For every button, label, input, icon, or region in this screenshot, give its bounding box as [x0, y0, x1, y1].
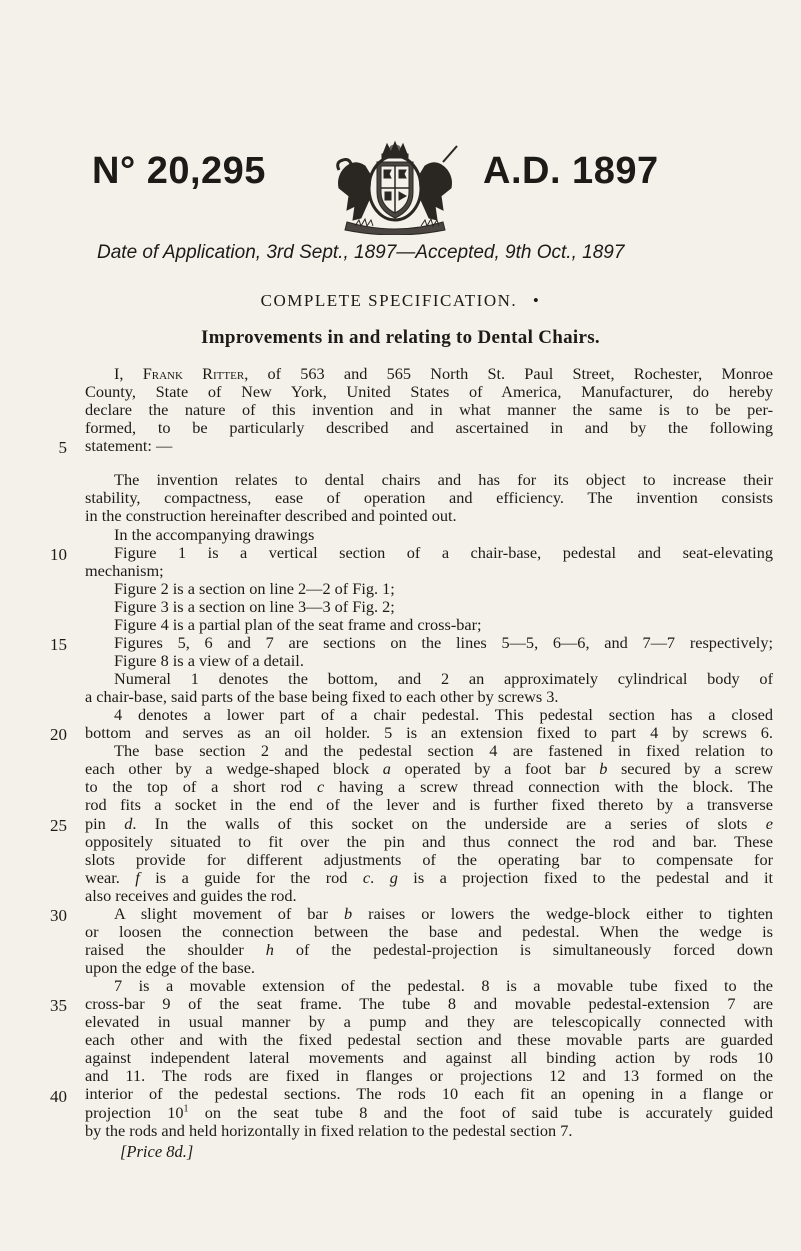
body-line: County, State of New York, United States of America, Manufacturer, do hereby — [85, 382, 773, 402]
line-number: 5 — [58, 438, 67, 458]
body-line: formed, to be particularly described and ascertained in and by the following — [85, 418, 773, 438]
line-number: 30 — [50, 906, 67, 926]
body-line: declare the nature of this invention and in what manner the same is to be per- — [85, 400, 773, 420]
body-line: a chair-base, said parts of the base being fixed to each other by screws 3. — [85, 687, 559, 707]
body-line: bottom and serves as an oil holder. 5 is an extension fixed to part 4 by screws 6. — [85, 723, 773, 743]
body-line: elevated in usual manner by a pump and they are telescopically connected with — [85, 1012, 773, 1032]
body-line: to the top of a short rod c having a screw thread connection with the block. The — [85, 777, 773, 797]
body-line: The invention relates to dental chairs and has for its object to increase their — [114, 470, 773, 490]
body-line: pin d. In the walls of this socket on the underside are a series of slots e — [85, 813, 773, 833]
body-line: 4 denotes a lower part of a chair pedestal. This pedestal section has a closed — [114, 705, 773, 725]
body-line: wear. f is a guide for the rod c. g is a projection fixed to the pedestal and it — [85, 867, 774, 887]
body-line: or loosen the connection between the base and pedestal. When the wedge is — [85, 921, 773, 941]
patent-year: A.D. 1897 — [483, 150, 659, 192]
body-line: by the rods and held horizontally in fixed relation to the pedestal section 7. — [85, 1120, 573, 1140]
body-line: Figures 5, 6 and 7 are sections on the lines 5—5, 6—6, and 7—7 respectively; — [114, 632, 773, 652]
body-line: slots provide for different adjustments of the operating bar to compensate for — [85, 849, 773, 869]
body-line: raised the shoulder h of the pedestal-projection is simultaneously forced down — [85, 939, 774, 959]
body-line: cross-bar 9 of the seat frame. The tube 8 and movable pedestal-extension 7 are — [85, 994, 773, 1014]
body-line: Figure 1 is a vertical section of a chair-base, pedestal and seat-elevating — [114, 542, 773, 562]
body-line: Figure 4 is a partial plan of the seat frame and cross-bar; — [114, 614, 482, 634]
body-line: against independent lateral movements and against all binding action by rods 10 — [85, 1048, 773, 1068]
body-line: rod fits a socket in the end of the lever and is further fixed thereto by a transverse — [85, 795, 773, 815]
body-line: interior of the pedestal sections. The rods 10 each fit an opening in a flange or — [85, 1084, 773, 1104]
body-line: A slight movement of bar b raises or lowers the wedge-block either to tighten — [114, 903, 773, 923]
body-text — [85, 365, 773, 1140]
spec-title-mark: • — [532, 291, 541, 310]
royal-crest-emblem — [325, 140, 465, 235]
body-line: 7 is a movable extension of the pedestal. 8 is a movable tube fixed to the — [114, 976, 773, 996]
line-number: 15 — [50, 635, 67, 654]
line-number: 40 — [50, 1086, 67, 1106]
body-line: oppositely situated to fit over the pin and thus connect the rod and bar. These — [85, 831, 773, 851]
inventor-name: Frank Ritter — [142, 364, 245, 383]
line-number: 10 — [50, 544, 67, 564]
body-line: The base section 2 and the pedestal section 4 are fastened in fixed relation to — [114, 741, 773, 761]
body-line: projection $10^1$ on the seat tube 8 and the foot of said tube is accurately guided — [85, 1102, 774, 1122]
line-number: 20 — [50, 725, 67, 745]
body-line: each other by a wedge-shaped block a operated by a foot bar b secured by a screw — [85, 759, 774, 779]
body-line: statement: — — [85, 436, 173, 456]
body-line: stability, compactness, ease of operation and efficiency. The invention consists — [85, 488, 773, 508]
body-line: in the construction hereinafter described and pointed out. — [85, 506, 457, 526]
body-line: Figure 8 is a view of a detail. — [114, 650, 304, 670]
spec-title — [0, 291, 801, 311]
line-number: 25 — [50, 815, 67, 835]
body-line: each other and with the fixed pedestal section and these movable parts are guarded — [85, 1030, 773, 1050]
body-line: upon the edge of the base. — [85, 958, 255, 977]
body-line: and 11. The rods are fixed in flanges or projections 12 and 13 formed on the — [85, 1066, 773, 1086]
patent-number: N° 20,295 — [92, 150, 266, 192]
body-line: In the accompanying drawings — [114, 524, 315, 544]
line-number: 35 — [50, 996, 67, 1016]
price-note: [Price 8d.] — [120, 1142, 194, 1161]
body-line: Figure 3 is a section on line 3—3 of Fig. 2; — [114, 596, 395, 616]
spec-title-text: COMPLETE SPECIFICATION. — [260, 291, 518, 310]
body-line: Numeral 1 denotes the bottom, and 2 an approximately cylindrical body of — [114, 669, 773, 688]
body-line: mechanism; — [85, 560, 164, 580]
application-date-line: Date of Application, 3rd Sept., 1897—Accepted, 9th Oct., 1897 — [97, 242, 625, 263]
body-line: also receives and guides the rod. — [85, 885, 297, 905]
body-line: I, Frank Ritter, of 563 and 565 North St. Paul Street, Rochester, Monroe — [114, 364, 774, 383]
body-line: Figure 2 is a section on line 2—2 of Fig. 1; — [114, 578, 395, 598]
main-title: Improvements in and relating to Dental Chairs. — [201, 327, 600, 348]
